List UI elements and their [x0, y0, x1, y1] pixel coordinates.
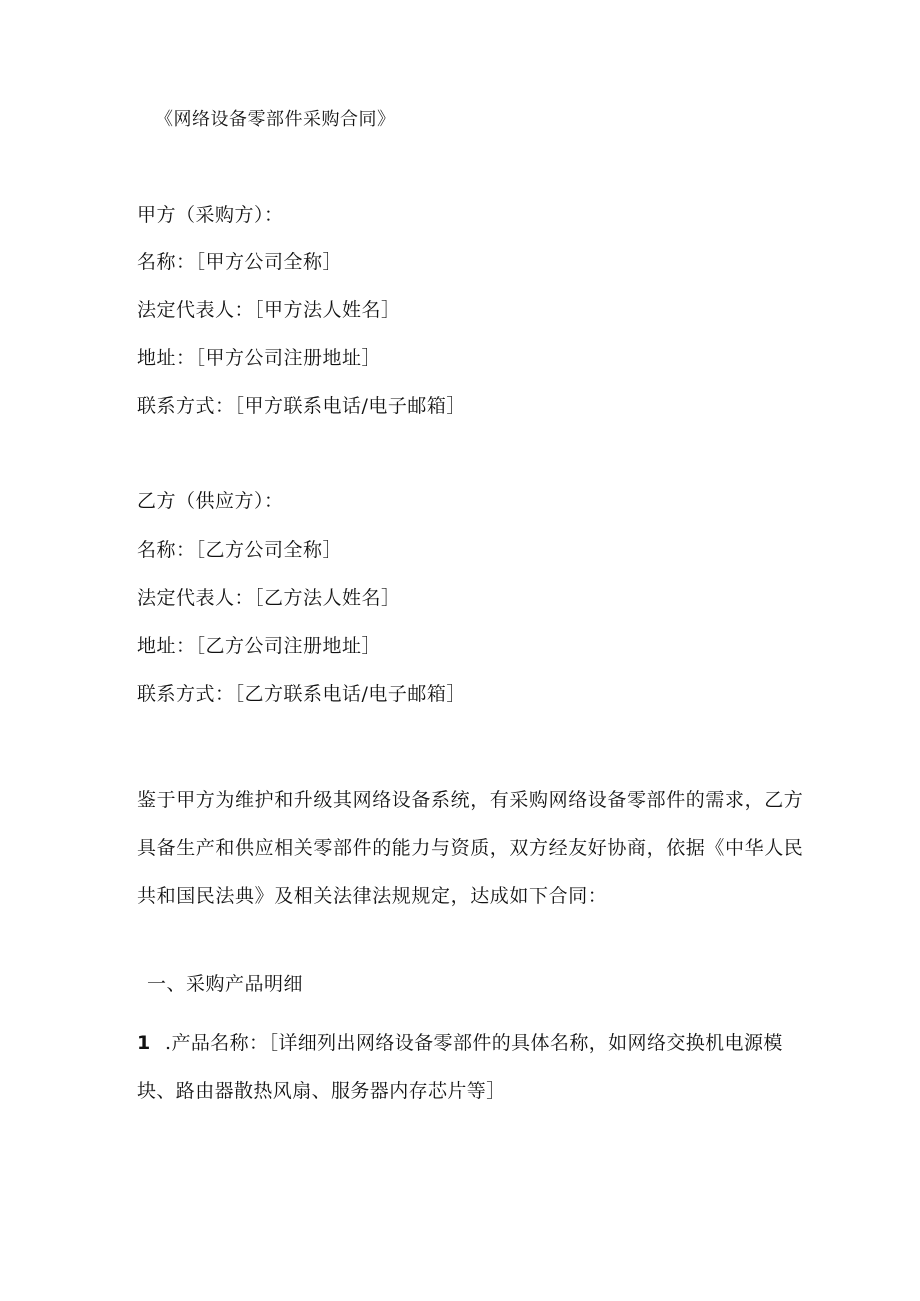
party-a-name: 名称：［甲方公司全称］ [137, 251, 343, 273]
list-item-first-line [137, 1019, 783, 1067]
party-b-representative: 法定代表人：［乙方法人姓名］ [137, 587, 401, 609]
section-heading: 一、采购产品明细 [147, 973, 304, 995]
party-b-heading: 乙方（供应方）： [137, 490, 284, 512]
party-b-address: 地址：［乙方公司注册地址］ [137, 635, 382, 657]
preamble-line: 共和国民法典》及相关法律法规规定，达成如下合同： [137, 885, 608, 907]
party-a-representative: 法定代表人：［甲方法人姓名］ [137, 299, 401, 321]
party-a-address: 地址：［甲方公司注册地址］ [137, 347, 382, 369]
list-item-number: 1 [137, 1032, 151, 1054]
list-item-continuation: 块、路由器散热风扇、服务器内存芯片等］ [137, 1080, 506, 1102]
preamble-line: 鉴于甲方为维护和升级其网络设备系统，有采购网络设备零部件的需求，乙方 [137, 789, 804, 811]
contract-title: 《网络设备零部件采购合同》 [155, 109, 396, 130]
party-b-name: 名称：［乙方公司全称］ [137, 539, 343, 561]
party-b-contact: 联系方式：［乙方联系电话/电子邮箱］ [137, 683, 466, 705]
list-item [137, 1019, 783, 1115]
preamble-paragraph [137, 776, 804, 920]
party-a-heading: 甲方（采购方）： [137, 204, 284, 226]
list-item-text: .产品名称：［详细列出网络设备零部件的具体名称，如网络交换机电源模 [165, 1032, 783, 1054]
party-a-contact: 联系方式：［甲方联系电话/电子邮箱］ [137, 395, 466, 417]
preamble-line: 具备生产和供应相关零部件的能力与资质，双方经友好协商，依据《中华人民 [137, 837, 804, 859]
